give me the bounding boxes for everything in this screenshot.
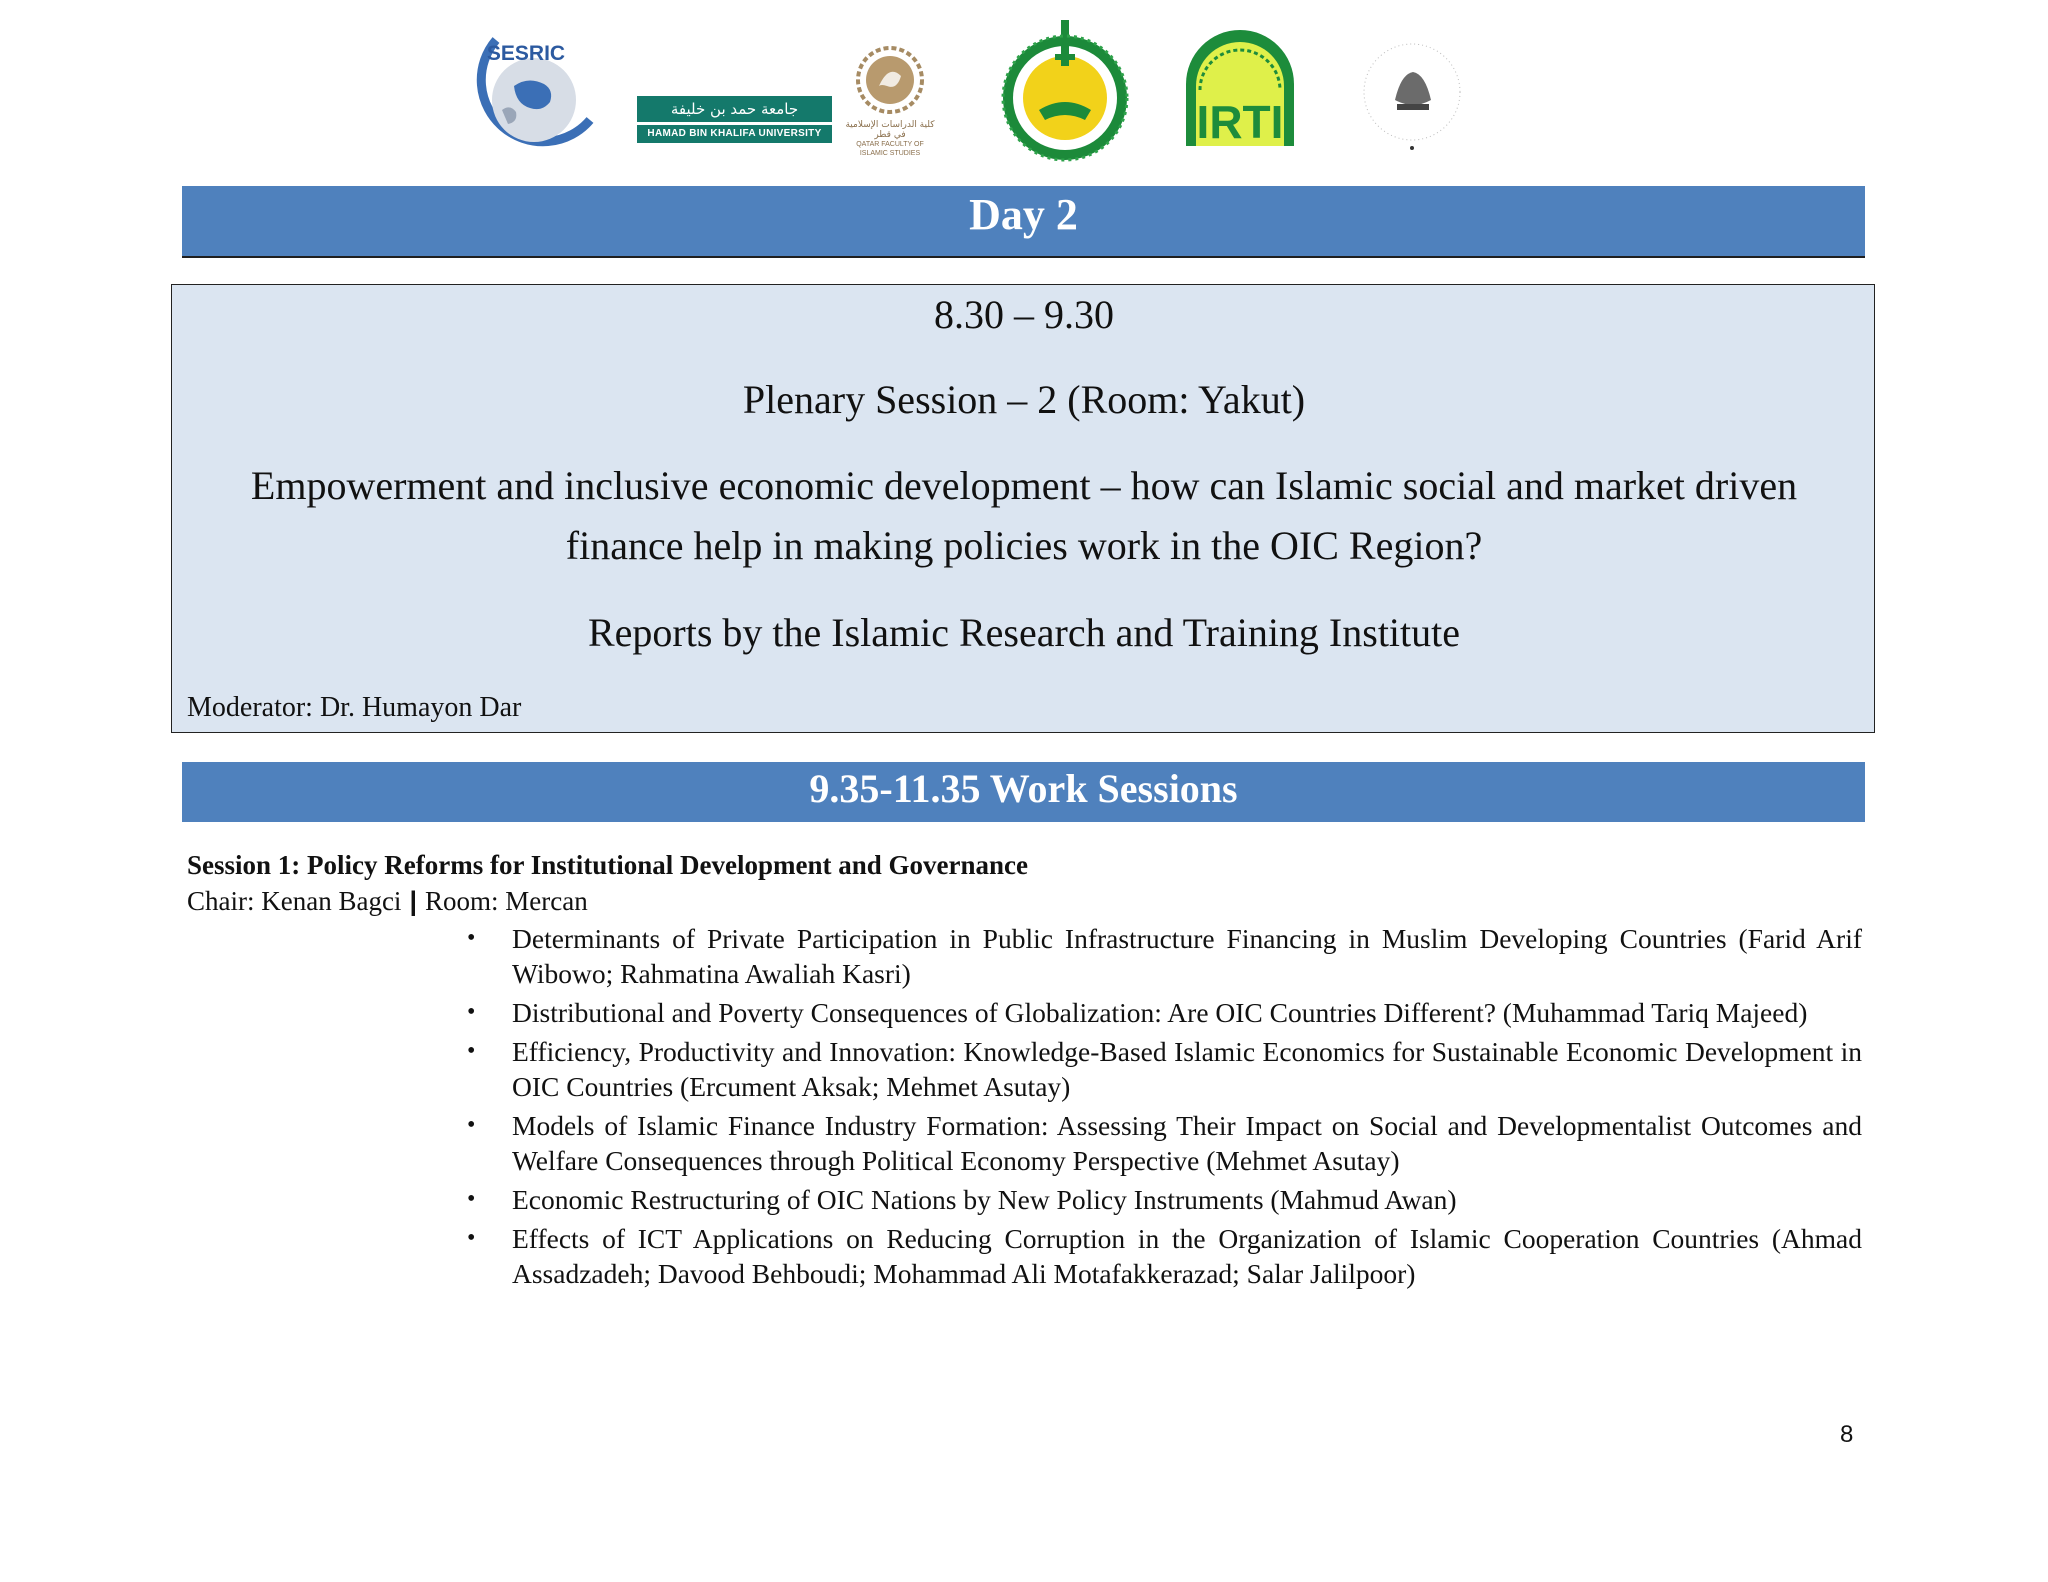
paper-text: Effects of ICT Applications on Reducing Corruption in the Organization of Islamic Cooperation Countries (Ahmad Assadzadeh; Davood Behboudi; Mohammad Ali Motafakkerazad; Salar Jalilpoor) xyxy=(512,1223,1862,1289)
bullet-icon: • xyxy=(467,1112,476,1138)
plenary-topic: Empowerment and inclusive economic development – how can Islamic social and market driven finance help in making policies work in the OIC Region? xyxy=(250,463,1798,568)
plenary-time: 8.30 – 9.30 xyxy=(934,292,1114,337)
paper-text: Economic Restructuring of OIC Nations by New Policy Instruments (Mahmud Awan) xyxy=(512,1184,1457,1215)
plenary-moderator: Moderator: Dr. Humayon Dar xyxy=(187,692,522,723)
sesric-logo-text: SESRIC xyxy=(486,42,566,65)
paper-item xyxy=(462,1182,1862,1217)
paper-item xyxy=(462,1034,1862,1104)
bullet-icon: • xyxy=(467,1225,476,1251)
paper-text: Determinants of Private Participation in Public Infrastructure Financing in Muslim Developing Countries (Farid Arif Wibowo; Rahmatina Awaliah Kasri) xyxy=(512,923,1862,989)
session-1-chair: Chair: Kenan Bagci xyxy=(187,886,402,916)
session-1-room: Room: Mercan xyxy=(425,886,588,916)
qfis-logo xyxy=(845,40,935,157)
paper-item xyxy=(462,995,1862,1030)
session-1-paper-list xyxy=(462,921,1862,1295)
paper-item xyxy=(462,1108,1862,1178)
chair-room-separator: | xyxy=(409,886,417,916)
paper-item xyxy=(462,921,1862,991)
irti-logo-text: IRTI xyxy=(1196,96,1284,148)
page-number: 8 xyxy=(1840,1421,1854,1448)
hbku-english-name: HAMAD BIN KHALIFA UNIVERSITY xyxy=(637,125,832,143)
isdb-logo xyxy=(995,14,1135,164)
day-title: Day 2 xyxy=(969,190,1078,239)
bullet-icon: • xyxy=(467,999,476,1025)
bullet-icon: • xyxy=(467,1186,476,1212)
work-sessions-band xyxy=(182,762,1865,822)
session-1-chair-line xyxy=(187,884,588,918)
day-header-band xyxy=(182,186,1865,258)
paper-text: Distributional and Poverty Consequences of Globalization: Are OIC Countries Different? (Muhammad Tariq Majeed) xyxy=(512,997,1808,1028)
qfis-english-name: QATAR FACULTY OF ISLAMIC STUDIES xyxy=(856,141,924,157)
qfis-emblem-icon xyxy=(855,40,925,120)
paper-text: Efficiency, Productivity and Innovation: Knowledge-Based Islamic Economics for Sustainable Economic Development in OIC Countries (Ercument Aksak; Mehmet Asutay) xyxy=(512,1036,1862,1102)
paper-item xyxy=(462,1221,1862,1291)
irti-logo xyxy=(1180,30,1300,150)
session-1-title: Session 1: Policy Reforms for Institutional Development and Governance xyxy=(187,850,1028,880)
bullet-icon: • xyxy=(467,1038,476,1064)
plenary-session-title: Plenary Session – 2 (Room: Yakut) xyxy=(742,377,1306,422)
hbku-logo xyxy=(637,96,832,144)
bullet-icon: • xyxy=(467,925,476,951)
hbku-arabic-name: جامعة حمد بن خليفة xyxy=(637,96,832,122)
iaie-logo xyxy=(1355,34,1470,154)
qfis-arabic-name: كلية الدراسات الإسلامية في قطر xyxy=(845,120,935,140)
plenary-reports: Reports by the Islamic Research and Training Institute xyxy=(587,610,1461,655)
work-sessions-title: 9.35-11.35 Work Sessions xyxy=(809,766,1238,811)
paper-text: Models of Islamic Finance Industry Formation: Assessing Their Impact on Social and Developmentalist Outcomes and Welfare Consequences through Political Economy Perspective (Mehmet Asutay) xyxy=(512,1110,1862,1176)
sesric-logo xyxy=(466,28,594,158)
